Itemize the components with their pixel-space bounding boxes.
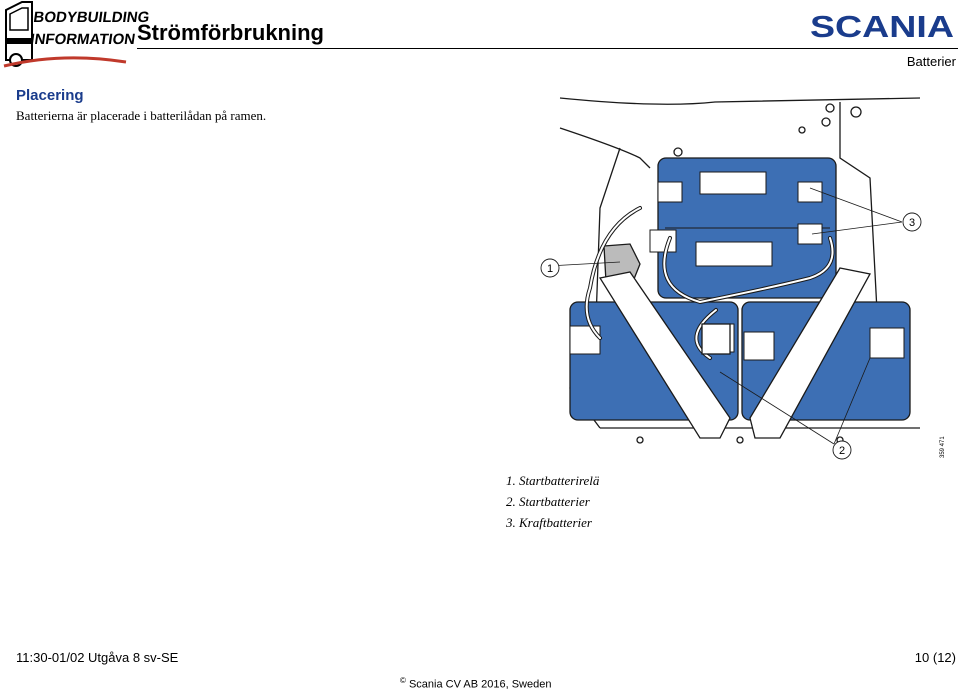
battery-label-plate <box>700 172 766 194</box>
bolt <box>737 437 743 443</box>
brand-wordmark: SCANIA <box>810 9 954 44</box>
logo-line-1: BODYBUILDING <box>32 9 151 26</box>
footer-page-number: 10 (12) <box>914 650 956 665</box>
body-text: Batterierna är placerade i batterilådan på ramen. <box>16 108 267 123</box>
callout-2 <box>833 441 851 459</box>
battery-label-plate <box>696 242 772 266</box>
page-title: Strömförbrukning <box>137 20 324 45</box>
header-divider <box>137 48 958 49</box>
terminal-cover <box>798 182 822 202</box>
frame-curve <box>560 128 650 168</box>
bolt <box>799 127 805 133</box>
bolt <box>826 104 834 112</box>
section-label: Batterier <box>906 54 956 69</box>
terminal-cover <box>658 182 682 202</box>
bolt <box>822 118 830 126</box>
footer-copyright <box>400 676 551 691</box>
copyright-text: Scania CV AB 2016, Sweden <box>408 678 552 691</box>
bodybuilding-information-logo <box>2 0 151 74</box>
bolt <box>637 437 643 443</box>
terminal-cover <box>702 324 730 354</box>
frame-top-line <box>560 98 920 104</box>
callout-1 <box>541 259 559 277</box>
copyright-symbol: © <box>400 676 406 685</box>
callout-2-label: 2 <box>838 445 846 457</box>
terminal-cover <box>744 332 774 360</box>
logo-line-2: INFORMATION <box>29 31 137 48</box>
callout-1-label: 1 <box>546 263 554 275</box>
callout-3-label: 3 <box>908 217 916 229</box>
footer-document-id: 11:30-01/02 Utgåva 8 sv-SE <box>16 650 179 665</box>
start-batteries <box>570 302 910 420</box>
legend-item: 3. Kraftbatterier <box>506 515 592 530</box>
battery-box-illustration <box>540 88 952 460</box>
callout-3 <box>903 213 921 231</box>
figure-legend <box>506 470 599 533</box>
terminal-cover <box>650 230 676 252</box>
bolt <box>674 148 682 156</box>
terminal-cover <box>870 328 904 358</box>
legend-item: 1. Startbatterirelä <box>506 473 600 488</box>
figure-id: 359 471 <box>940 436 946 458</box>
terminal-cover <box>798 224 822 244</box>
section-heading: Placering <box>16 87 84 104</box>
scania-logo <box>808 8 956 42</box>
legend-item: 2. Startbatterier <box>506 494 590 509</box>
bolt <box>851 107 861 117</box>
